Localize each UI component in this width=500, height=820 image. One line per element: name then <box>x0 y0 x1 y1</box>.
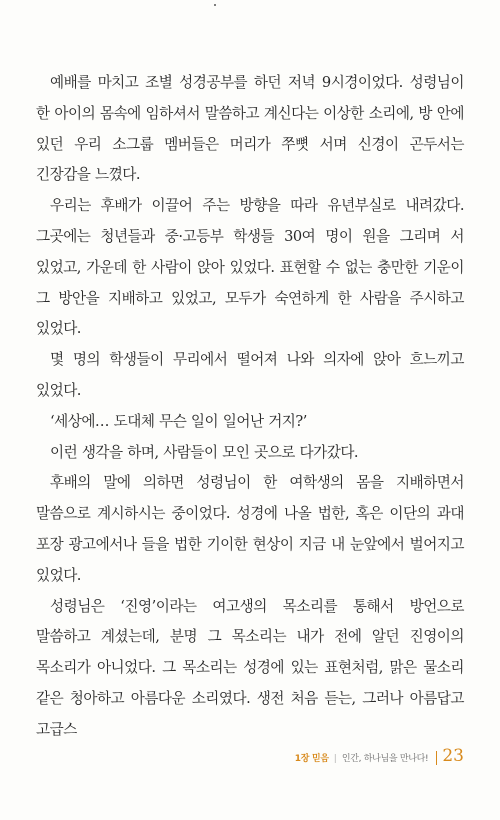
page-number: 23 <box>442 746 464 766</box>
chapter-label: 1장 믿음 <box>294 754 329 764</box>
body-text <box>36 68 464 746</box>
paragraph: 예배를 마치고 조별 성경공부를 하던 저녁 9시경이었다. 성령님이 한 아이의 몸속에 임하셔서 말씀하고 계신다는 이상한 소리에, 방 안에 있던 우리 소그룹 멤버들은 머리가 쭈뼛 서며 신경이 곤두서는 긴장감을 느꼈다. <box>36 74 464 184</box>
page-number-divider <box>436 751 437 765</box>
paragraph: 성령님은 ‘진영’이라는 여고생의 목소리를 통해서 방언으로 말씀하고 계셨는데, 분명 그 목소리는 내가 전에 알던 진영이의 목소리가 아니었다. 그 목소리는 성경에 있는 표현처럼, 맑은 물소리 같은 청아하고 아름다운 소리였다. 생전 처음 듣는, 그러나 아름답고 고급스 <box>36 597 464 738</box>
book-title: 인간, 하나님을 만나다! <box>341 754 429 764</box>
paragraph: 몇 명의 학생들이 무리에서 떨어져 나와 의자에 앉아 흐느끼고 있었다. <box>36 351 464 399</box>
footer-separator: | <box>333 754 337 764</box>
paragraph: 우리는 후배가 이끌어 주는 방향을 따라 유년부실로 내려갔다. 그곳에는 청년들과 중·고등부 학생들 30여 명이 원을 그리며 서 있었고, 가운데 한 사람이 앉아 있었다. 표현할 수 없는 충만한 기운이 그 방안을 지배하고 있었고, 모두가 숙연하게 한 사람을 주시하고 있었다. <box>36 197 464 338</box>
paragraph: 이런 생각을 하며, 사람들이 모인 곳으로 다가갔다. <box>50 443 359 461</box>
paragraph: ‘세상에… 도대체 무슨 일이 일어난 거지?’ <box>50 412 307 430</box>
paragraph: 후배의 말에 의하면 성령님이 한 여학생의 몸을 지배하면서 말씀으로 계시하시는 중이었다. 성경에 나올 법한, 혹은 이단의 과대 포장 광고에서나 들을 법한 기이한 현상이 지금 내 눈앞에서 벌어지고 있었다. <box>36 474 464 584</box>
running-footer <box>295 746 464 770</box>
top-dot <box>214 4 216 6</box>
